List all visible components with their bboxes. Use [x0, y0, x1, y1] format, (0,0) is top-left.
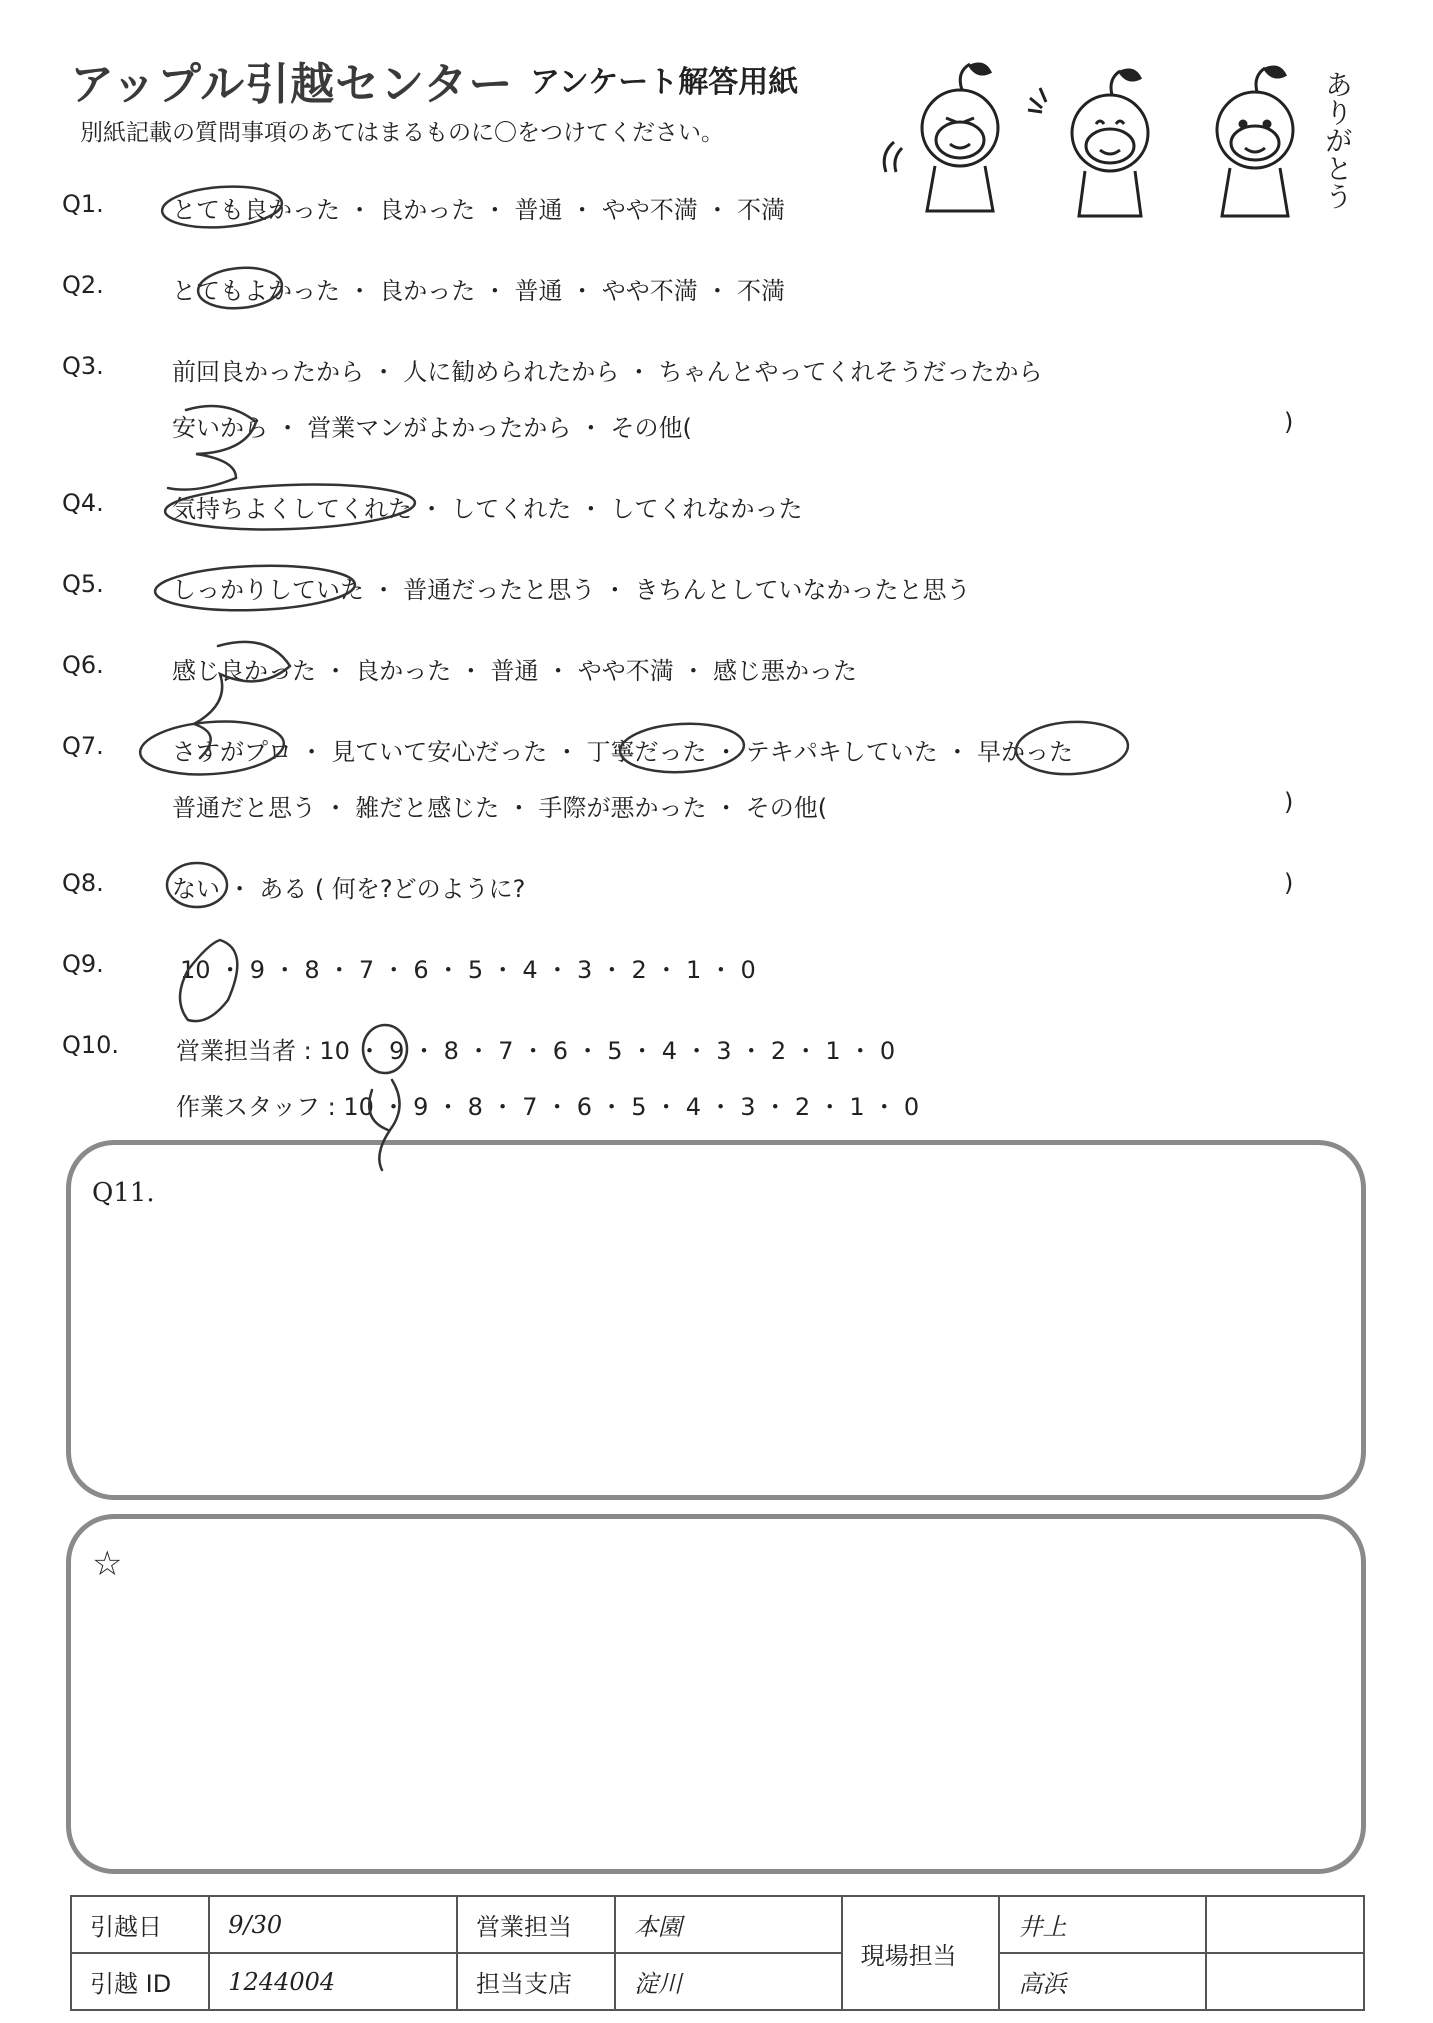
- site-staff-value-2: 高浜: [999, 1953, 1206, 2010]
- mascot-monkeys-illustration: [880, 58, 1354, 228]
- move-date-label: 引越日: [71, 1896, 209, 1953]
- q3-options-line1: 前回良かったから ・ 人に勧められたから ・ ちゃんとやってくれそうだったから: [172, 358, 1043, 386]
- form-subtitle: アンケート解答用紙: [530, 65, 799, 100]
- branch-value: 淀川: [615, 1953, 842, 2010]
- q10-number: Q10.: [62, 1031, 120, 1059]
- q9-number: Q9.: [62, 950, 104, 978]
- q5-options: しっかりしていた ・ 普通だったと思う ・ きちんとしていなかったと思う: [172, 576, 971, 604]
- q3-number: Q3.: [62, 352, 104, 380]
- q8-options: ない ・ ある ( 何を?どのように?: [172, 875, 526, 903]
- q2-options: とてもよかった ・ 良かった ・ 普通 ・ やや不満 ・ 不満: [172, 277, 786, 305]
- q10-sales-scale: 営業担当者 : 10 ・ 9 ・ 8 ・ 7 ・ 6 ・ 5 ・ 4 ・ 3 ・ 2 ・ 1 ・ 0: [176, 1037, 896, 1065]
- q11-label: Q11.: [92, 1178, 155, 1208]
- footer-empty-cell-1: [1206, 1896, 1364, 1953]
- footer-info-table: [70, 1895, 1365, 2011]
- q10-staff-scale: 作業スタッフ : 10 ・ 9 ・ 8 ・ 7 ・ 6 ・ 5 ・ 4 ・ 3 ・ 2 ・ 1 ・ 0: [176, 1093, 920, 1121]
- q2-number: Q2.: [62, 271, 104, 299]
- move-id-value: 1244004: [209, 1953, 457, 2010]
- sales-rep-label: 営業担当: [457, 1896, 615, 1953]
- q6-options: 感じ良かった ・ 良かった ・ 普通 ・ やや不満 ・ 感じ悪かった: [172, 657, 858, 685]
- q1-number: Q1.: [62, 190, 104, 218]
- footer-empty-cell-2: [1206, 1953, 1364, 2010]
- q5-number: Q5.: [62, 570, 104, 598]
- thanks-text: ありがとう: [1321, 70, 1354, 210]
- q3-options-line2: 安いから ・ 営業マンがよかったから ・ その他(: [172, 414, 692, 442]
- q1-options: とても良かった ・ 良かった ・ 普通 ・ やや不満 ・ 不満: [172, 196, 786, 224]
- move-date-value: 9/30: [209, 1896, 457, 1953]
- star-label: ☆: [92, 1544, 123, 1584]
- q7-paren-close: ): [1284, 788, 1294, 816]
- brand-title: アップル引越センター: [70, 59, 514, 110]
- q8-number: Q8.: [62, 869, 104, 897]
- q9-scale: 10 ・ 9 ・ 8 ・ 7 ・ 6 ・ 5 ・ 4 ・ 3 ・ 2 ・ 1 ・ 0: [180, 956, 756, 984]
- q7-options-line1: さすがプロ ・ 見ていて安心だった ・ 丁寧だった ・ テキパキしていた ・ 早かった: [172, 738, 1074, 766]
- site-staff-value-1: 井上: [999, 1896, 1206, 1953]
- branch-label: 担当支店: [457, 1953, 615, 2010]
- q4-number: Q4.: [62, 489, 104, 517]
- q8-paren-close: ): [1284, 869, 1294, 897]
- instruction-text: 別紙記載の質問事項のあてはまるものに〇をつけてください。: [80, 120, 724, 146]
- q11-comment-box[interactable]: [66, 1140, 1366, 1500]
- sales-rep-value: 本園: [615, 1896, 842, 1953]
- free-comment-box[interactable]: [66, 1514, 1366, 1874]
- move-id-label: 引越 ID: [71, 1953, 209, 2010]
- q3-paren-close: ): [1284, 408, 1294, 436]
- q4-options: 気持ちよくしてくれた ・ してくれた ・ してくれなかった: [172, 495, 803, 523]
- q7-number: Q7.: [62, 732, 104, 760]
- q7-options-line2: 普通だと思う ・ 雑だと感じた ・ 手際が悪かった ・ その他(: [172, 794, 828, 822]
- q6-number: Q6.: [62, 651, 104, 679]
- site-staff-label: 現場担当: [842, 1896, 1000, 2010]
